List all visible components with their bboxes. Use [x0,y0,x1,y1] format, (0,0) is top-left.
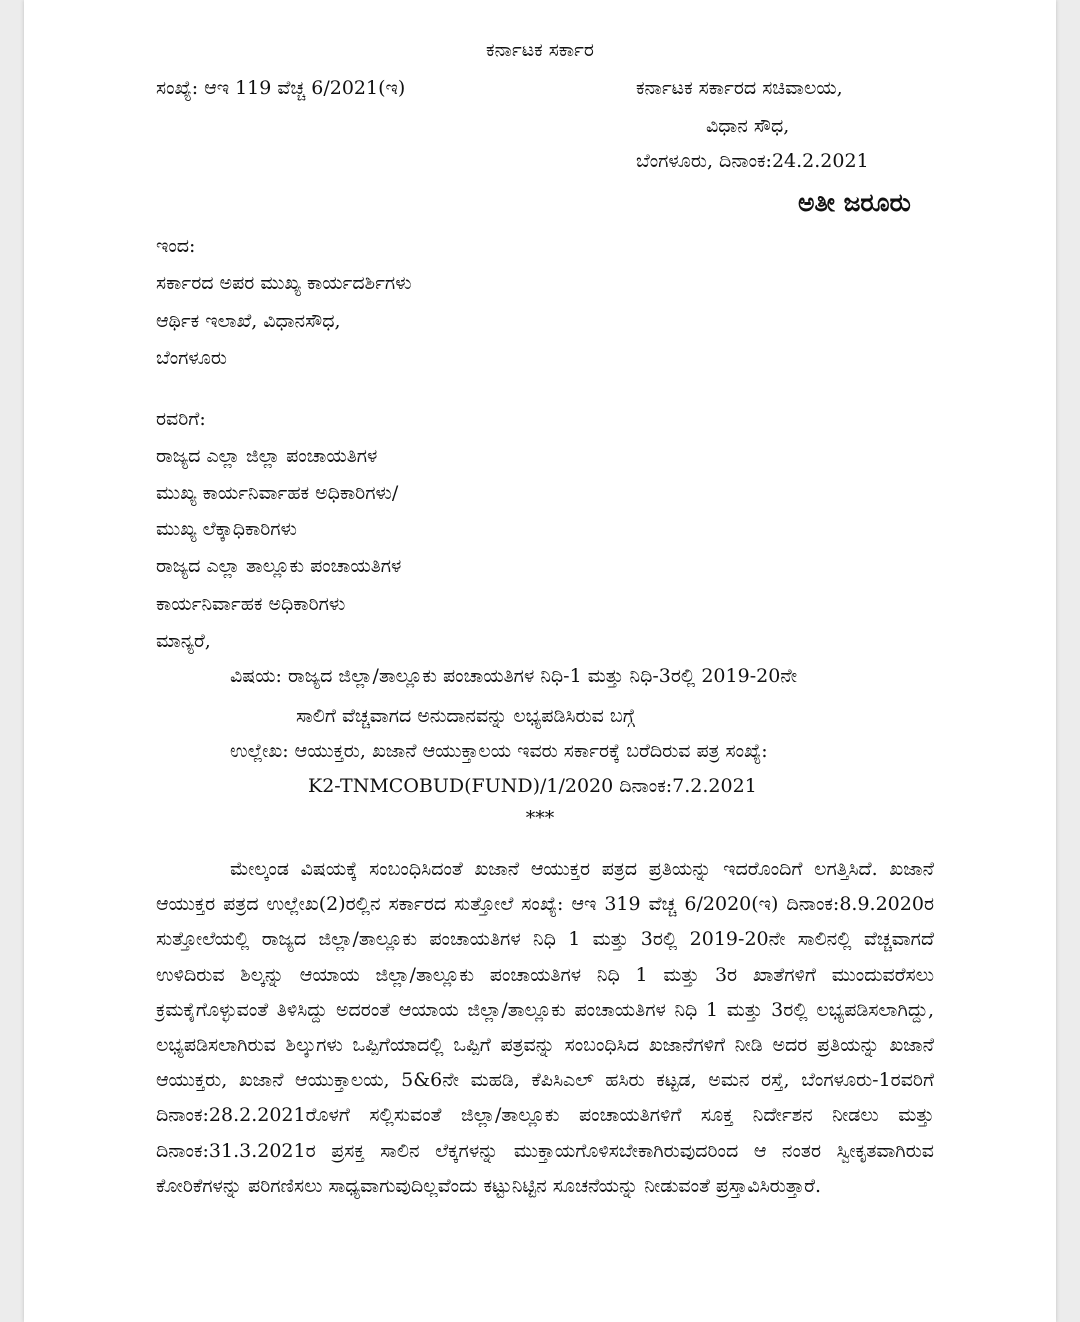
order-number: ಸಂಖ್ಯೆ: ಆಇ 119 ವೆಚ್ಚ 6/2021(ಇ) [156,77,406,99]
from-line: ಬೆಂಗಳೂರು [156,347,227,369]
reference-line2: K2-TNMCOBUD(FUND)/1/2020 ದಿನಾಂಕ:7.2.2021 [308,775,757,797]
body-paragraph-text: ಮೇಲ್ಕಂಡ ವಿಷಯಕ್ಕೆ ಸಂಬಂಧಿಸಿದಂತೆ ಖಜಾನೆ ಆಯುಕ್ತರ ಪತ್ರದ ಪ್ರತಿಯನ್ನು ಇದರೊಂದಿಗೆ ಲಗತ್ತಿಸಿದೆ. ಖಜಾನೆ ಆಯುಕ್ತರ ಪತ್ರದ ಉಲ್ಲೇಖ(2)ರಲ್ಲಿನ ಸರ್ಕಾರದ ಸುತ್ತೋಲೆ ಸಂಖ್ಯೆ: ಆಇ 319 ವೆಚ್ಚ 6/2020(ಇ) ದಿನಾಂಕ:8.9.2020ರ ಸುತ್ತೋಲೆಯಲ್ಲಿ ರಾಜ್ಯದ ಜಿಲ್ಲಾ/ತಾಲ್ಲೂಕು ಪಂಚಾಯತಿಗಳ ನಿಧಿ 1 ಮತ್ತು 3ರಲ್ಲಿ 2019-20ನೇ ಸಾಲಿನಲ್ಲಿ ವೆಚ್ಚವಾಗದೆ ಉಳಿದಿರುವ ಶಿಲ್ಕನ್ನು ಆಯಾಯ ಜಿಲ್ಲಾ/ತಾಲ್ಲೂಕು ಪಂಚಾಯತಿಗಳ ನಿಧಿ 1 ಮತ್ತು 3ರ ಖಾತೆಗಳಿಗೆ ಮುಂದುವರೆಸಲು ಕ್ರಮಕೈಗೊಳ್ಳುವಂತೆ ತಿಳಿಸಿದ್ದು ಅದರಂತೆ ಆಯಾಯ ಜಿಲ್ಲಾ/ತಾಲ್ಲೂಕು ಪಂಚಾಯತಿಗಳ ನಿಧಿ 1 ಮತ್ತು 3ರಲ್ಲಿ ಲಭ್ಯಪಡಿಸಲಾಗಿದ್ದು, ಲಭ್ಯಪಡಿಸಲಾಗಿರುವ ಶಿಲ್ಕುಗಳು ಒಪ್ಪಿಗೆಯಾದಲ್ಲಿ ಒಪ್ಪಿಗೆ ಪತ್ರವನ್ನು ಸಂಬಂಧಿಸಿದ ಖಜಾನೆಗಳಿಗೆ ನೀಡಿ ಅದರ ಪ್ರತಿಯನ್ನು ಖಜಾನೆ ಆಯುಕ್ತರು, ಖಜಾನೆ ಆಯುಕ್ತಾಲಯ, 5&6ನೇ ಮಹಡಿ, ಕೆಪಿಸಿಎಲ್ ಹಸಿರು ಕಟ್ಟಡ, ಅಮನ ರಸ್ತೆ, ಬೆಂಗಳೂರು-1ರವರಿಗೆ ದಿನಾಂಕ:28.2.2021ರೊಳಗೆ ಸಲ್ಲಿಸುವಂತೆ ಜಿಲ್ಲಾ/ತಾಲ್ಲೂಕು ಪಂಚಾಯತಿಗಳಿಗೆ ಸೂಕ್ತ ನಿರ್ದೇಶನ ನೀಡಲು ಮತ್ತು ದಿನಾಂಕ:31.3.2021ರ ಪ್ರಸಕ್ತ ಸಾಲಿನ ಲೆಕ್ಕಗಳನ್ನು ಮುಕ್ತಾಯಗೊಳಿಸಬೇಕಾಗಿರುವುದರಿಂದ ಆ ನಂತರ ಸ್ವೀಕೃತವಾಗಿರುವ ಕೋರಿಕೆಗಳನ್ನು ಪರಿಗಣಿಸಲು ಸಾಧ್ಯವಾಗುವುದಿಲ್ಲವೆಂದು ಕಟ್ಟುನಿಟ್ಟಿನ ಸೂಚನೆಯನ್ನು ನೀಡುವಂತೆ ಪ್ರಸ್ತಾವಿಸಿರುತ್ತಾರೆ. [156,858,934,1197]
from-line: ಆರ್ಥಿಕ ಇಲಾಖೆ, ವಿಧಾನಸೌಧ, [156,310,341,332]
to-label: ರವರಿಗೆ: [156,408,206,430]
office-address-line1: ಕರ್ನಾಟಕ ಸರ್ಕಾರದ ಸಚಿವಾಲಯ, [636,77,843,99]
from-line: ಸರ್ಕಾರದ ಅಪರ ಮುಖ್ಯ ಕಾರ್ಯದರ್ಶಿಗಳು [156,272,412,294]
office-date: ಬೆಂಗಳೂರು, ದಿನಾಂಕ:24.2.2021 [636,150,869,172]
from-label: ಇಂದ: [156,235,196,257]
to-line: ಮುಖ್ಯ ಲೆಕ್ಕಾಧಿಕಾರಿಗಳು [156,518,297,540]
salutation: ಮಾನ್ಯರೆ, [156,630,211,652]
reference-line1: ಉಲ್ಲೇಖ: ಆಯುಕ್ತರು, ಖಜಾನೆ ಆಯುಕ್ತಾಲಯ ಇವರು ಸರ್ಕಾರಕ್ಕೆ ಬರೆದಿರುವ ಪತ್ರ ಸಂಖ್ಯೆ: [230,740,768,762]
to-line: ರಾಜ್ಯದ ಎಲ್ಲಾ ತಾಲ್ಲೂಕು ಪಂಚಾಯತಿಗಳ [156,555,402,577]
subject-line1: ವಿಷಯ: ರಾಜ್ಯದ ಜಿಲ್ಲಾ/ತಾಲ್ಲೂಕು ಪಂಚಾಯತಿಗಳ ನಿಧಿ-1 ಮತ್ತು ನಿಧಿ-3ರಲ್ಲಿ 2019-20ನೇ [230,665,798,687]
to-line: ಮುಖ್ಯ ಕಾರ್ಯನಿರ್ವಾಹಕ ಅಧಿಕಾರಿಗಳು/ [156,482,399,504]
to-line: ರಾಜ್ಯದ ಎಲ್ಲಾ ಜಿಲ್ಲಾ ಪಂಚಾಯತಿಗಳ [156,445,378,467]
body-paragraph [156,852,934,1204]
priority-label: ಅತೀ ಜರೂರು [798,188,911,217]
separator: *** [525,807,555,829]
document-page [24,0,1056,1322]
government-heading: ಕರ್ನಾಟಕ ಸರ್ಕಾರ [486,39,594,61]
office-address-line2: ವಿಧಾನ ಸೌಧ, [706,115,790,137]
to-line: ಕಾರ್ಯನಿರ್ವಾಹಕ ಅಧಿಕಾರಿಗಳು [156,593,346,615]
subject-line2: ಸಾಲಿಗೆ ವೆಚ್ಚವಾಗದ ಅನುದಾನವನ್ನು ಲಭ್ಯಪಡಿಸಿರುವ ಬಗ್ಗೆ [296,705,635,727]
